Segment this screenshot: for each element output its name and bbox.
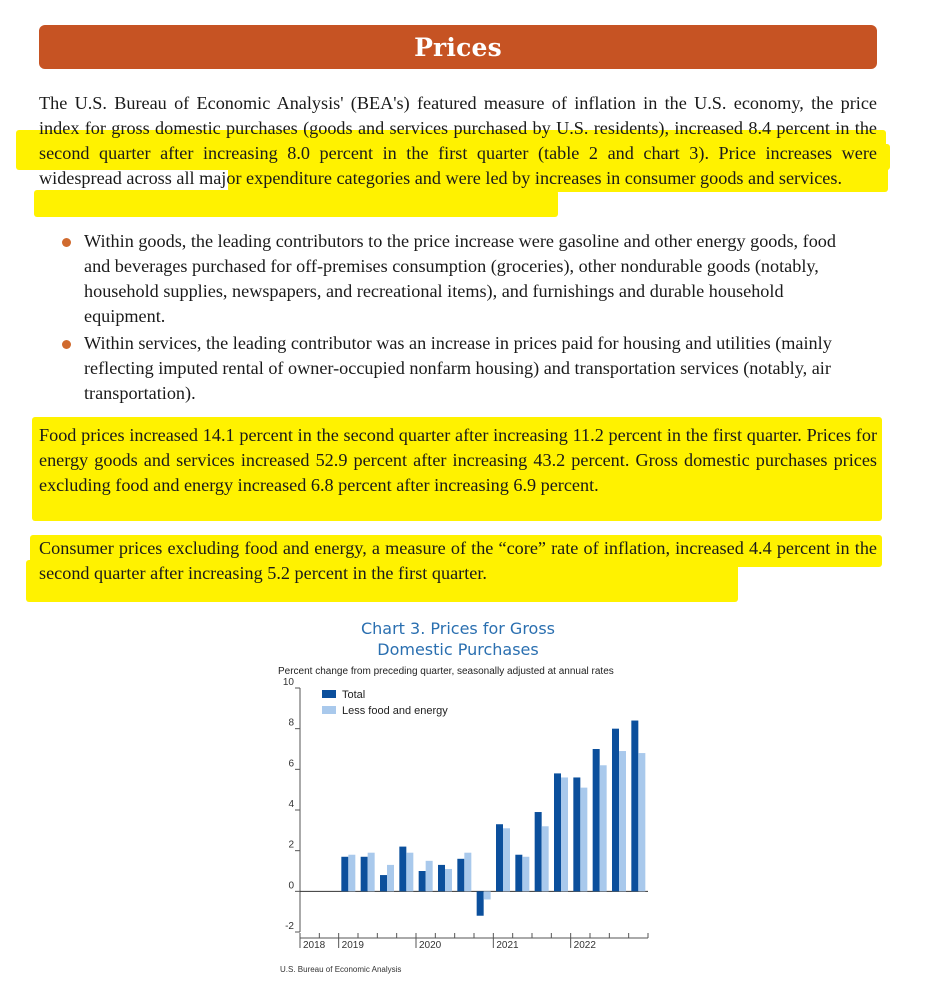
bullet-text: Within goods, the leading contributors to the price increase were gasoline and other energy goods, food and beverages purchased for off-premises consumption (groceries), other nondurable goods (notably, household supplies, newspapers, and recreational items), and furnishings and durable household equipment. — [84, 231, 836, 326]
bar-total — [399, 847, 406, 892]
bar-less-food-energy — [638, 753, 645, 891]
bar-total — [380, 875, 387, 891]
y-tick-label: 0 — [288, 880, 294, 892]
x-year-label: 2020 — [419, 940, 442, 951]
bar-total — [535, 812, 542, 891]
bar-total — [554, 773, 561, 891]
bar-less-food-energy — [561, 777, 568, 891]
bullet-text: Within services, the leading contributor was an increase in prices paid for housing and utilities (mainly reflecting imputed rental of owner-occupied nonfarm housing) and transportation services (notably, air transportation). — [84, 333, 832, 403]
bar-less-food-energy — [426, 861, 433, 892]
chart-source: U.S. Bureau of Economic Analysis — [280, 965, 402, 974]
bar-less-food-energy-legend-swatch — [322, 706, 336, 714]
bar-less-food-energy — [542, 826, 549, 891]
x-year-label: 2022 — [573, 940, 596, 951]
bar-total — [573, 777, 580, 891]
core-inflation-paragraph: Consumer prices excluding food and energy, a measure of the “core” rate of inflation, increased 4.4 percent in the second quarter after increasing 5.2 percent in the first quarter. — [39, 538, 877, 583]
bar-total — [631, 721, 638, 892]
bullet-item — [60, 331, 860, 406]
bar-less-food-energy — [503, 828, 510, 891]
y-tick-label: 2 — [288, 839, 294, 851]
y-tick-label: 8 — [288, 717, 294, 729]
y-tick-label: -2 — [285, 921, 294, 932]
chart-title-line-2: Domestic Purchases — [377, 640, 539, 659]
y-tick-label: 6 — [288, 758, 294, 770]
bullet-dot-icon — [62, 340, 71, 349]
bar-less-food-energy — [600, 765, 607, 891]
bar-total — [477, 891, 484, 915]
bar-total — [361, 857, 368, 892]
bullet-item — [60, 229, 860, 329]
bar-total — [496, 824, 503, 891]
y-tick-label: 4 — [288, 799, 294, 810]
section-banner — [39, 25, 877, 69]
bullet-list — [60, 229, 860, 408]
bar-total — [515, 855, 522, 892]
bar-total — [419, 871, 426, 891]
bar-less-food-energy — [387, 865, 394, 891]
bar-total — [457, 859, 464, 892]
bar-less-food-energy — [348, 855, 355, 892]
chart-svg — [270, 612, 670, 992]
intro-paragraph: The U.S. Bureau of Economic Analysis' (BEA's) featured measure of inflation in the U.S. economy, the price index for gross domestic purchases (goods and services purchased by U.S. residents), increased 8.4 percent in the second quarter after increasing 8.0 percent in the first quarter (table 2 and chart 3). Price increases were widespread across all major expenditure categories and were led by increases in consumer goods and services. — [39, 93, 877, 188]
bar-total-legend-swatch — [322, 690, 336, 698]
food-energy-paragraph: Food prices increased 14.1 percent in the second quarter after increasing 11.2 percent in the first quarter. Prices for energy goods and services increased 52.9 percent after increasing 43.2 percent. Gross domestic purchases prices excluding food and energy increased 6.8 percent after increasing 6.9 percent. — [39, 425, 877, 495]
section-title: Prices — [414, 32, 502, 62]
bar-less-food-energy — [445, 869, 452, 891]
bar-less-food-energy — [406, 853, 413, 892]
x-year-label: 2018 — [303, 940, 326, 951]
bullet-dot-icon — [62, 238, 71, 247]
x-year-label: 2019 — [341, 940, 364, 951]
x-year-label: 2021 — [496, 940, 519, 951]
y-tick-label: 10 — [282, 677, 294, 688]
prices-chart — [270, 612, 670, 992]
legend-label: Less food and energy — [342, 705, 448, 717]
bar-total — [593, 749, 600, 891]
chart-title-line-1: Chart 3. Prices for Gross — [360, 619, 556, 638]
chart-subtitle: Percent change from preceding quarter, seasonally adjusted at annual rates — [278, 666, 614, 677]
bar-less-food-energy — [464, 853, 471, 892]
bar-less-food-energy — [580, 788, 587, 892]
bar-less-food-energy — [368, 853, 375, 892]
bar-total — [438, 865, 445, 891]
bar-total — [612, 729, 619, 892]
highlight-mark — [34, 190, 558, 217]
bar-less-food-energy — [619, 751, 626, 891]
bar-less-food-energy — [484, 891, 491, 899]
bar-less-food-energy — [522, 857, 529, 892]
bar-total — [341, 857, 348, 892]
chart-plot-area — [283, 677, 648, 951]
legend-label: Total — [342, 689, 366, 701]
